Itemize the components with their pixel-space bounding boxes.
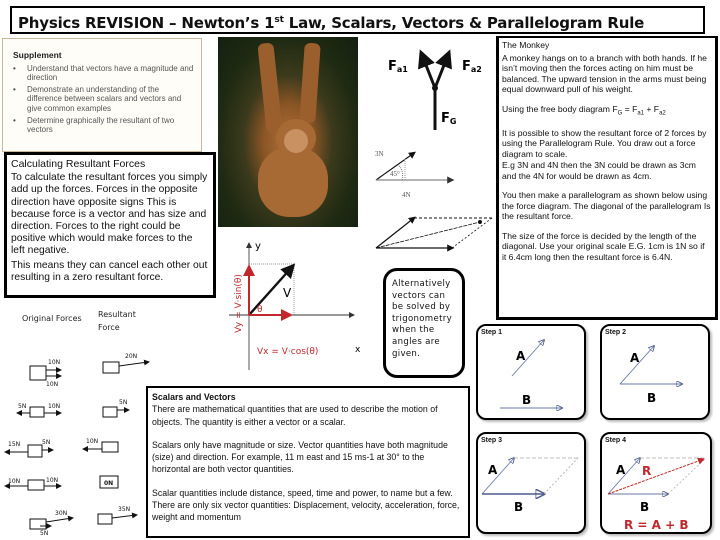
x-axis-label: x (355, 345, 361, 355)
svg-text:35N: 35N (118, 506, 131, 513)
supplement-heading: Supplement (13, 50, 62, 60)
svg-text:10N: 10N (46, 477, 59, 484)
step-label: Step 4 (605, 437, 627, 444)
hand-drawn-force-examples (0, 300, 160, 540)
scalars-heading: Scalars and Vectors (152, 392, 236, 402)
scalars-paragraph: Scalars only have magnitude or size. Vector quantities have both magnitude (size) and direction. For example, 11 m east and 15 ms-1 at 30° to the horizontal are both vector quantities. (152, 439, 448, 475)
calculating-resultant-forces-box (4, 152, 216, 298)
step-label: Step 2 (605, 329, 627, 336)
svg-text:5N: 5N (42, 439, 51, 446)
svg-text:10N: 10N (46, 381, 59, 388)
theta-label: θ (257, 305, 263, 315)
monkey-paragraph: You then make a parallelogram as shown below using the force diagram. The diagonal of the parallelogram Is the resultant force. (502, 190, 711, 222)
monkey-paragraph: It is possible to show the resultant force of 2 forces by using the Parallelogram Rule. You draw out a force diagram to scale. (502, 127, 707, 159)
step-label: Step 1 (481, 329, 503, 336)
step-4-panel (600, 432, 712, 534)
vector-r-label: R (642, 464, 652, 478)
fg-label: FG (441, 111, 457, 126)
supplement-item: • Determine graphically the resultant of two vectors (13, 116, 195, 135)
resultant-equation: R = A + B (624, 518, 689, 532)
svg-text:30N: 30N (55, 510, 68, 517)
angle-label: 45° (390, 170, 400, 178)
orangutan-photo (218, 37, 358, 227)
supplement-item: • Demonstrate an understanding of the difference between scalars and vectors and give common examples (13, 85, 195, 114)
title-superscript: st (274, 15, 284, 25)
title-suffix: Law, Scalars, Vectors & Parallelogram Rule (283, 14, 645, 32)
right-arm (299, 43, 321, 124)
vector-a-label: A (516, 349, 526, 363)
body (258, 147, 328, 217)
y-axis-label: y (255, 241, 261, 252)
monkey-paragraph: The size of the force is decided by the length of the diagonal. Use your original scale E.G. 1cm is 1N so if it 6.4cm long then the resultant force is 6.4N. (502, 230, 705, 262)
vector-a-label: A (488, 463, 498, 477)
label-4n: 4N (402, 191, 411, 199)
alternatively-callout: Alternatively vectors can be solved by trigonometry when the angles are given. (383, 268, 465, 378)
step-1-panel (476, 324, 586, 420)
calc-paragraph: This means they can cancel each other out resulting in a zero resultant force. (11, 259, 208, 283)
svg-text:10N: 10N (48, 359, 61, 366)
calc-heading: Calculating Resultant Forces (11, 158, 146, 170)
label-3n: 3N (375, 150, 384, 158)
supplement-list (13, 64, 195, 135)
monkey-paragraph: A monkey hangs on to a branch with both hands. If he isn’t moving then the forces acting on him must be balanced. The upward tension in the arms must being equal downward pull of his weight. (502, 52, 707, 94)
supplement-item: • Understand that vectors have a magnitude and direction (13, 64, 195, 83)
monkey-explanation-box (496, 36, 718, 320)
step-label: Step 3 (481, 437, 503, 444)
parallelogram-diagram (370, 210, 495, 260)
free-body-equation: Using the free body diagram $F_G = F_{a1} + F_{a2}$ (502, 103, 666, 117)
svg-text:20N: 20N (125, 353, 138, 360)
svg-text:5N: 5N (119, 399, 128, 406)
scalars-paragraph: There are mathematical quantities that are used to describe the motion of objects. The quantity is either a vector or a scalar. (152, 404, 438, 427)
vector-b-label: B (647, 391, 657, 405)
step-2-panel (600, 324, 710, 420)
svg-text:5N: 5N (40, 530, 49, 537)
v-label: V (283, 286, 292, 300)
force-angle-diagram (370, 145, 495, 205)
face (284, 129, 308, 153)
monkey-paragraph: E.g 3N and 4N then the 3N could be drawn as 3cm and the 4N for would be drawn as 4cm. (502, 160, 696, 181)
vx-formula: Vx = V·cos(θ) (257, 347, 319, 357)
supplement-box (2, 38, 202, 152)
original-forces-heading: Original Forces (22, 314, 82, 323)
svg-text:15N: 15N (8, 441, 21, 448)
vector-a-label: A (630, 351, 640, 365)
calc-paragraph: To calculate the resultant forces you simply add up the forces. Forces in the opposite direction have opposite signs This is because force is a vector and has size and direction. Forces to the right could be positive which would make forces to the left negative. (11, 172, 208, 257)
vector-b-label: B (640, 500, 650, 514)
svg-text:0N: 0N (104, 480, 114, 487)
svg-text:10N: 10N (8, 478, 21, 485)
title-prefix: Physics REVISION – Newton’s 1 (18, 14, 275, 32)
monkey-heading: The Monkey (502, 40, 550, 50)
vector-b-label: B (514, 500, 524, 514)
resultant-force-heading: Resultant Force (98, 310, 136, 332)
vector-b-label: B (522, 393, 532, 407)
step-3-panel (476, 432, 586, 534)
left-arm (257, 42, 282, 133)
svg-text:10N: 10N (48, 403, 61, 410)
scalars-paragraph: Scalar quantities include distance, speed, time and power, to name but a few. There are only six vector quantities: Displacement, velocity, acceleration, force, weight and momentum (152, 487, 460, 523)
fa1-label: Fa1 (388, 59, 408, 74)
free-body-diagram (375, 40, 495, 130)
page-title (10, 6, 705, 34)
fa2-label: Fa2 (462, 59, 482, 74)
trigonometry-diagram (225, 238, 375, 373)
force-sketches (0, 300, 160, 540)
svg-text:10N: 10N (86, 438, 99, 445)
vy-formula: Vy = V·sin(θ) (234, 274, 244, 333)
scalars-and-vectors-box (146, 386, 470, 538)
svg-text:5N: 5N (18, 403, 27, 410)
vector-a-label: A (616, 463, 626, 477)
